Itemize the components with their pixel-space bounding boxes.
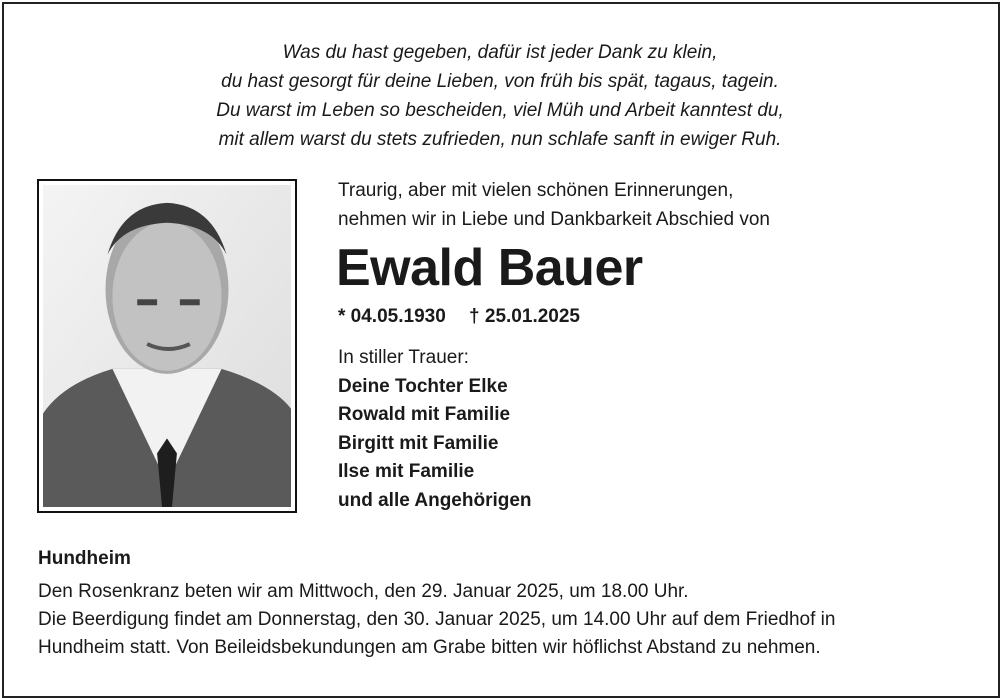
poem-line: mit allem warst du stets zufrieden, nun schlafe sanft in ewiger Ruh. [218, 129, 782, 150]
portrait-photo [37, 179, 297, 513]
mourner: und alle Angehörigen [338, 489, 532, 511]
intro-line: nehmen wir in Liebe und Dankbarkeit Abschied von [338, 209, 770, 230]
deceased-name: Ewald Bauer [336, 239, 643, 297]
info-line: Hundheim statt. Von Beileidsbekundungen am Grabe bitten wir höflichst Abstand zu nehmen. [38, 637, 821, 658]
life-dates [338, 306, 598, 328]
intro-line: Traurig, aber mit vielen schönen Erinnerungen, [338, 180, 734, 201]
intro-text [338, 176, 770, 234]
mourners [338, 344, 532, 515]
mourner: Rowald mit Familie [338, 404, 511, 425]
poem-line: Was du hast gegeben, dafür ist jeder Dank zu klein, [282, 42, 718, 63]
mourner: Ilse mit Familie [338, 461, 475, 482]
funeral-info [38, 578, 978, 662]
mourners-label: In stiller Trauer: [338, 347, 469, 368]
death-date: † 25.01.2025 [469, 306, 580, 327]
poem-line: du hast gesorgt für deine Lieben, von früh bis spät, tagaus, tagein. [221, 71, 779, 92]
place-heading: Hundheim [38, 548, 131, 569]
birth-date: * 04.05.1930 [338, 306, 446, 327]
info-line: Die Beerdigung findet am Donnerstag, den 30. Januar 2025, um 14.00 Uhr auf dem Friedhof in [38, 609, 836, 630]
mourner: Birgitt mit Familie [338, 432, 499, 454]
info-line: Den Rosenkranz beten wir am Mittwoch, den 29. Januar 2025, um 18.00 Uhr. [38, 581, 689, 602]
poem [0, 38, 1000, 154]
mourner: Deine Tochter Elke [338, 375, 508, 397]
poem-line: Du warst im Leben so bescheiden, viel Müh und Arbeit kanntest du, [216, 100, 784, 121]
